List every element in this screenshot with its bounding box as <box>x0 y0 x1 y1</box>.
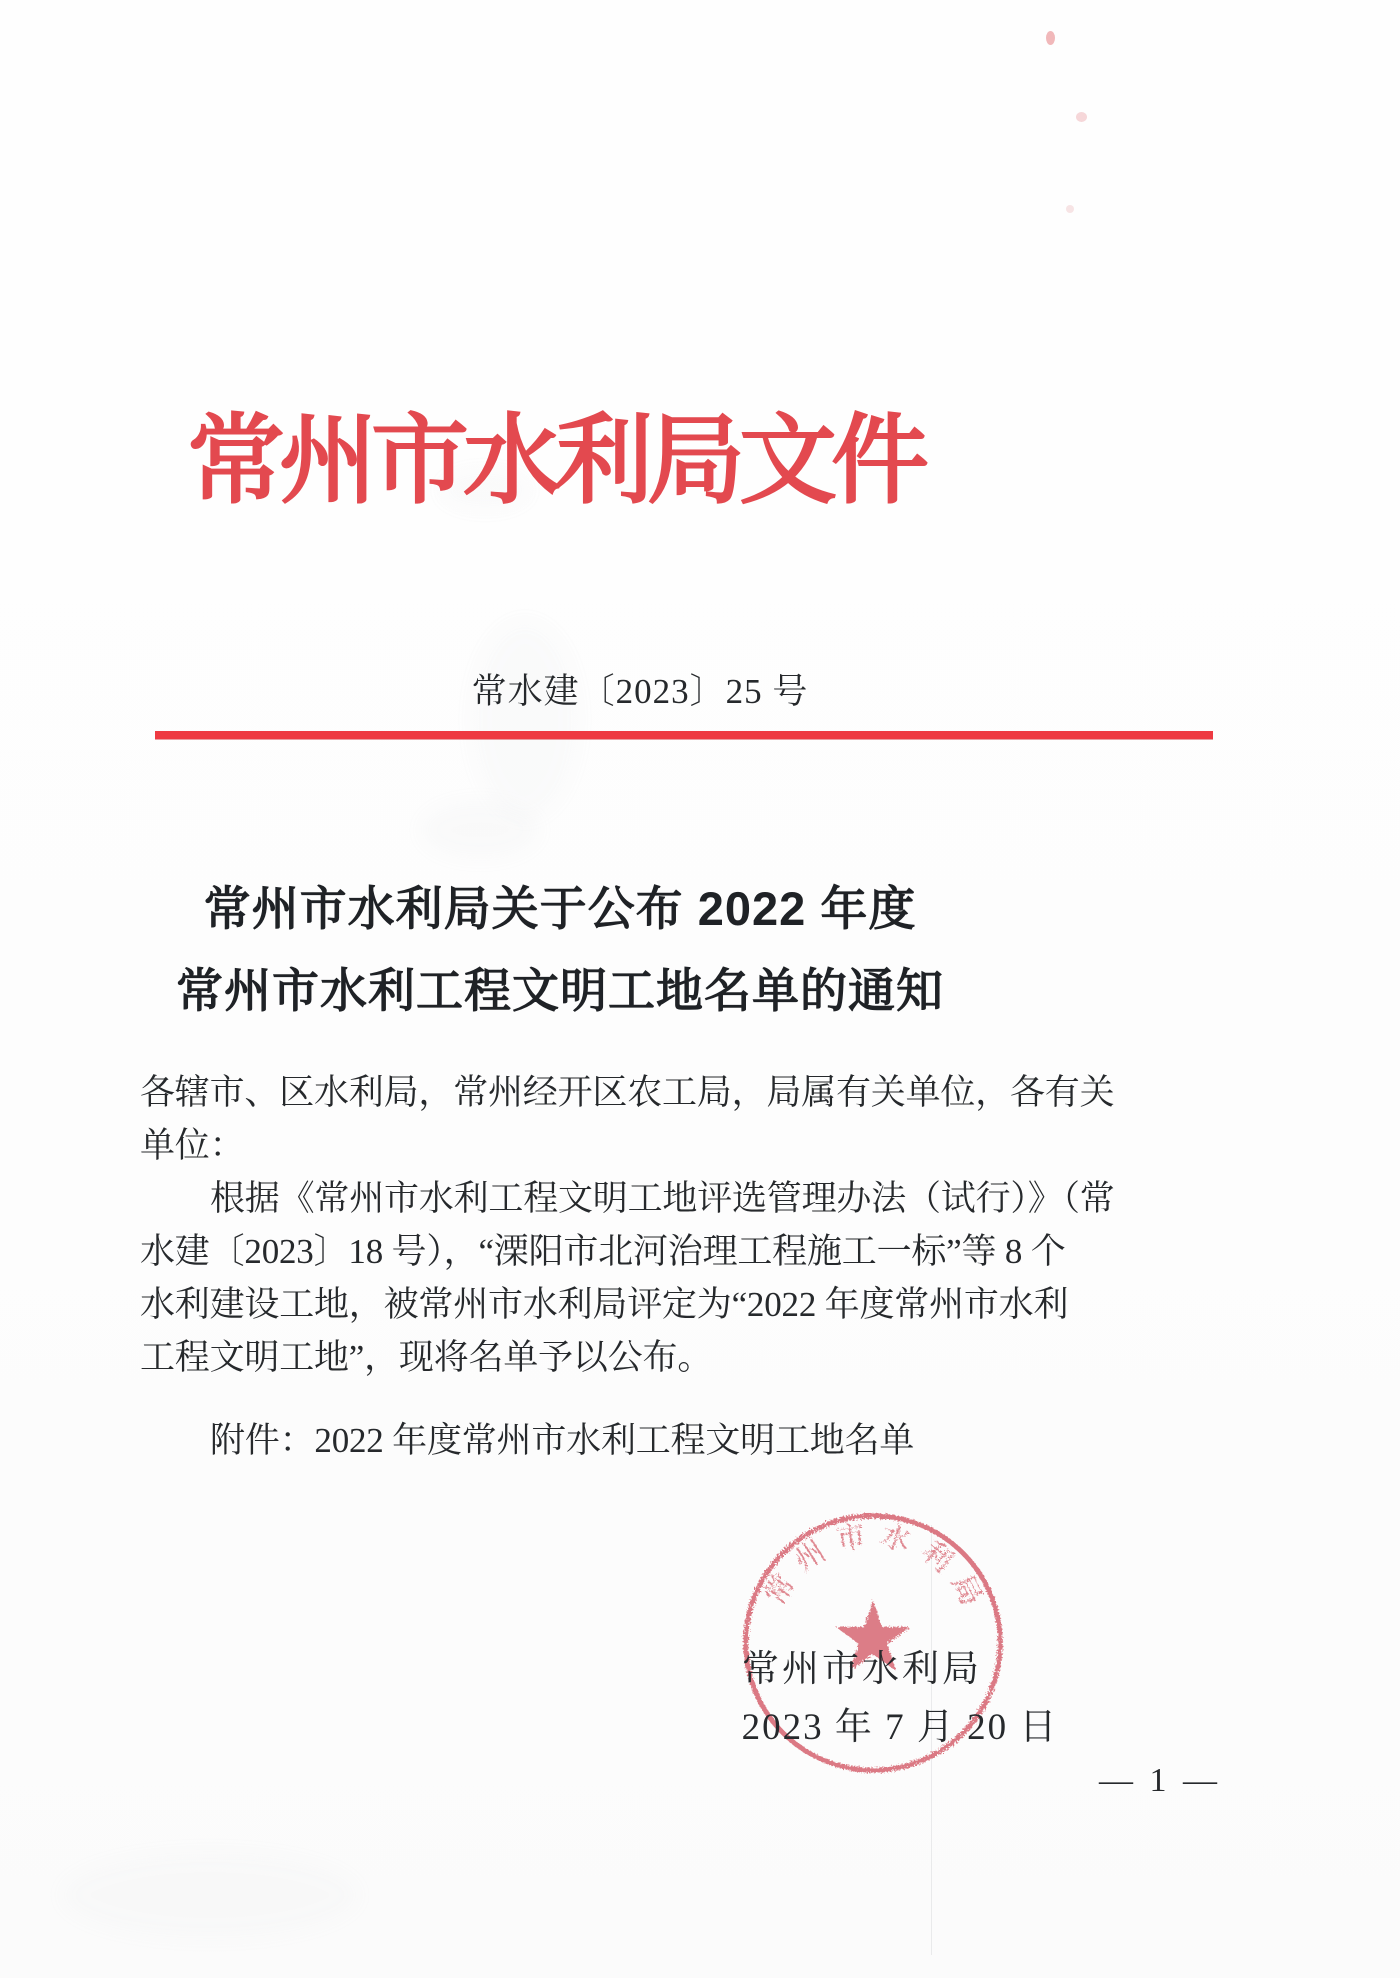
scan-artifact-red-speck <box>1066 205 1074 213</box>
notice-body <box>140 1066 1115 1467</box>
scan-bleedthrough-smudge <box>60 1850 360 1940</box>
salutation-line: 单位： <box>140 1126 245 1165</box>
paragraph-line: 水利建设工地，被常州市水利局评定为“2022 年度常州市水利 <box>140 1285 1069 1324</box>
document-number: 常水建〔2023〕25 号 <box>471 672 809 711</box>
seal-arc-text: 常州市水利局 <box>758 1518 993 1622</box>
notice-title <box>0 868 1120 1032</box>
paragraph-line: 根据《常州市水利工程文明工地评选管理办法（试行）》（常 <box>210 1179 1115 1218</box>
paragraph-line: 工程文明工地”，现将名单予以公布。 <box>140 1338 713 1377</box>
red-separator-rule <box>155 731 1213 739</box>
scan-bleedthrough-smudge <box>420 800 540 860</box>
paragraph-line: 水建〔2023〕18 号），“溧阳市北河治理工程施工一标”等 8 个 <box>140 1232 1066 1271</box>
attachment-line: 附件：2022 年度常州市水利工程文明工地名单 <box>210 1421 915 1460</box>
scan-artifact-red-speck <box>1076 112 1087 122</box>
signature-date: 2023 年 7 月 20 日 <box>741 1707 1059 1748</box>
page-number: — 1 — <box>1099 1762 1221 1799</box>
letterhead-title: 常州市水利局文件 <box>186 408 923 516</box>
signature-agency: 常州市水利局 <box>742 1649 982 1690</box>
scan-artifact-red-speck <box>1046 31 1055 45</box>
salutation-line: 各辖市、区水利局，常州经开区农工局，局属有关单位，各有关 <box>140 1073 1115 1112</box>
notice-title-line1: 常州市水利局关于公布 2022 年度 <box>203 882 917 935</box>
scan-bleedthrough-smudge <box>470 620 580 820</box>
notice-title-line2: 常州市水利工程文明工地名单的通知 <box>176 964 944 1017</box>
